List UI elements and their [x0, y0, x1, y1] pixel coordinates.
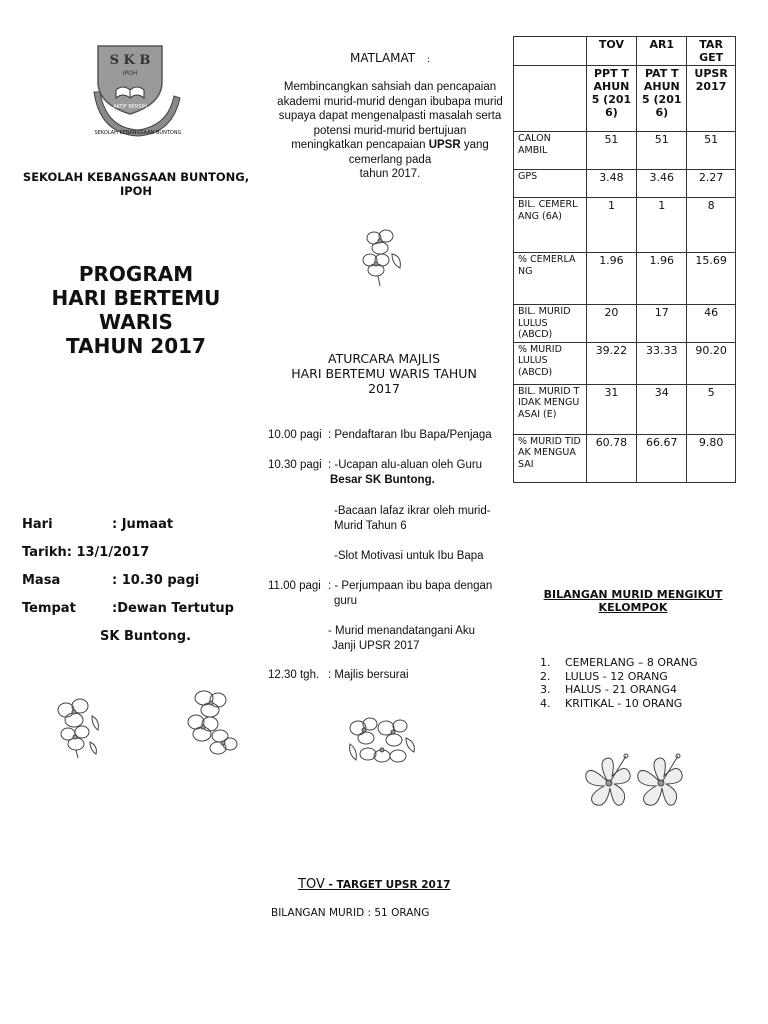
kelompok-title-line: KELOMPOK	[598, 601, 668, 614]
bilangan-murid: BILANGAN MURID : 51 ORANG	[271, 907, 430, 919]
agenda-time: 12.30 tgh.	[268, 669, 320, 681]
kelompok-list	[540, 656, 698, 710]
school-logo	[90, 42, 182, 140]
agenda-item	[268, 668, 409, 683]
matlamat-line: supaya dapat mengenalpasti masalah serta	[278, 110, 502, 122]
logo-motto: AKTIF BERSIH	[113, 104, 147, 110]
matlamat-line: Membincangkan sahsiah dan pencapaian	[283, 81, 497, 93]
aturcara-line: ATURCARA MAJLIS	[327, 351, 441, 366]
table-row-label: % CEMERLANG	[514, 253, 587, 305]
list-item-number: 1.	[540, 656, 551, 669]
list-item-number: 4.	[540, 696, 551, 710]
matlamat-line-part: meningkatkan pencapaian	[291, 139, 429, 151]
table-cell-target: 5	[687, 384, 736, 434]
matlamat-title: MATLAMAT	[350, 51, 416, 65]
table-cell-target: 46	[687, 305, 736, 343]
matlamat-colon: :	[426, 55, 430, 65]
hari-value: : Jumaat	[112, 517, 174, 532]
matlamat-line	[274, 138, 506, 153]
aturcara-line: 2017	[368, 381, 400, 396]
table-row-label: BIL. MURID LULUS (ABCD)	[514, 305, 587, 343]
table-row-label: % MURID TIDAK MENGUASAI	[514, 434, 587, 482]
table-cell-ar1: 1	[637, 198, 687, 253]
flower-icon	[184, 688, 240, 762]
agenda-text: : - Perjumpaan ibu bapa dengan	[328, 580, 493, 592]
agenda-text: : -Ucapan alu-aluan oleh Guru	[328, 459, 483, 471]
table-row-label: % MURID LULUS (ABCD)	[514, 342, 587, 384]
flower-icon	[346, 714, 418, 772]
agenda-text-cont: Murid Tahun 6	[334, 519, 407, 532]
table-cell-target: 51	[687, 132, 736, 170]
table-cell-target: 90.20	[687, 342, 736, 384]
table-subheader-cell	[514, 66, 587, 132]
program-title	[20, 262, 252, 358]
hibiscus-icon	[582, 752, 688, 818]
program-title-line-4: TAHUN 2017	[66, 334, 206, 358]
agenda-item	[334, 504, 491, 533]
table-row-label: BIL. MURID TIDAK MENGUASAI (E)	[514, 384, 587, 434]
matlamat-heading	[280, 51, 500, 65]
agenda-text: -Bacaan lafaz ikrar oleh murid-	[334, 505, 491, 517]
agenda-item	[268, 458, 482, 487]
program-title-line-1: PROGRAM	[78, 262, 194, 286]
aturcara-heading	[272, 351, 496, 396]
flower-icon	[360, 228, 406, 290]
table-row	[514, 132, 736, 170]
table-cell-ar1: 66.67	[637, 434, 687, 482]
tov-target-label: - TARGET UPSR 2017	[324, 879, 451, 891]
table-cell-tov: 1	[586, 198, 637, 253]
table-row-label: BIL. CEMERLANG (6A)	[514, 198, 587, 253]
info-tempat	[22, 601, 234, 616]
aturcara-line: HARI BERTEMU WARIS TAHUN	[291, 366, 477, 381]
matlamat-line: cemerlang pada	[348, 153, 432, 166]
list-item-number: 3.	[540, 683, 551, 696]
table-cell-tov: 51	[586, 132, 637, 170]
table-row-label: CALON AMBIL	[514, 132, 587, 170]
table-cell-ar1: 51	[637, 132, 687, 170]
flower-icon	[52, 696, 104, 762]
table-cell-tov: 20	[586, 305, 637, 343]
list-item-number: 2.	[540, 669, 551, 683]
table-cell-target: 15.69	[687, 253, 736, 305]
tempat-value: :Dewan Tertutup	[112, 601, 234, 616]
table-cell-target: 2.27	[687, 170, 736, 198]
table-subheader-row	[514, 66, 736, 132]
agenda-time: 10.00 pagi	[268, 429, 322, 441]
table-cell-tov: 1.96	[586, 253, 637, 305]
table-subheader-cell: PAT TAHUN 5 (2016)	[637, 66, 687, 132]
list-item-text: LULUS - 12 ORANG	[565, 669, 668, 683]
hari-label: Hari	[22, 517, 53, 532]
table-row	[514, 253, 736, 305]
table-row	[514, 384, 736, 434]
matlamat-paragraph	[274, 80, 506, 182]
list-item-text: HALUS - 21 ORANG4	[565, 683, 677, 696]
results-table	[513, 36, 736, 483]
table-header-cell: TOV	[586, 37, 637, 66]
tov-heading	[298, 877, 450, 892]
table-header-cell	[514, 37, 587, 66]
kelompok-heading	[533, 588, 733, 614]
info-masa	[22, 573, 199, 588]
masa-value: : 10.30 pagi	[112, 573, 200, 588]
list-item	[540, 697, 698, 711]
table-row	[514, 342, 736, 384]
program-title-line-2: HARI BERTEMU	[51, 286, 221, 310]
agenda-text-cont: Janji UPSR 2017	[332, 639, 420, 652]
table-cell-ar1: 34	[637, 384, 687, 434]
table-header-cell: AR1	[637, 37, 687, 66]
list-item	[540, 656, 698, 670]
agenda-item	[328, 624, 475, 653]
table-cell-tov: 3.48	[586, 170, 637, 198]
agenda-item	[334, 549, 484, 564]
table-cell-tov: 31	[586, 384, 637, 434]
info-tarikh	[22, 545, 149, 560]
table-row	[514, 434, 736, 482]
matlamat-line: akademi murid-murid dengan ibubapa murid	[277, 95, 503, 108]
school-name: SEKOLAH KEBANGSAAN BUNTONG, IPOH	[22, 170, 250, 198]
table-cell-ar1: 3.46	[637, 170, 687, 198]
agenda-time: 11.00 pagi	[268, 580, 321, 592]
matlamat-upsr: UPSR	[428, 139, 461, 151]
matlamat-line: tahun 2017.	[359, 168, 421, 180]
table-row	[514, 198, 736, 253]
table-cell-target: 8	[687, 198, 736, 253]
list-item	[540, 670, 698, 684]
logo-letters: S K B	[109, 53, 151, 68]
table-header-cell: TAR GET	[687, 37, 736, 66]
masa-label: Masa	[22, 573, 61, 588]
agenda-text: : Majlis bersurai	[328, 669, 409, 681]
table-row-label: GPS	[514, 170, 587, 198]
matlamat-line: potensi murid-murid bertujuan	[313, 124, 467, 137]
logo-ring-text: SEKOLAH KEBANGSAAN BUNTONG	[94, 130, 182, 136]
table-header-row	[514, 37, 736, 66]
tarikh-label: Tarikh	[22, 545, 67, 560]
table-subheader-cell: PPT TAHUN 5 (2016)	[586, 66, 637, 132]
table-cell-tov: 39.22	[586, 342, 637, 384]
kelompok-title-line: BILANGAN MURID MENGIKUT	[543, 588, 723, 601]
table-cell-ar1: 1.96	[637, 253, 687, 305]
table-cell-ar1: 33.33	[637, 342, 687, 384]
tempat-value-2: SK Buntong.	[100, 629, 192, 644]
agenda-text: -Slot Motivasi untuk Ibu Bapa	[334, 550, 484, 562]
table-subheader-cell: UPSR 2017	[687, 66, 736, 132]
agenda-time: 10.30 pagi	[268, 459, 322, 471]
agenda-text-cont: Besar SK Buntong.	[330, 473, 435, 486]
table-cell-ar1: 17	[637, 305, 687, 343]
agenda-text-cont: guru	[334, 594, 358, 607]
list-item-text: KRITIKAL - 10 ORANG	[565, 696, 683, 710]
agenda-item	[268, 428, 492, 443]
tarikh-value: : 13/1/2017	[66, 545, 150, 560]
agenda-text: - Murid menandatangani Aku	[328, 625, 476, 637]
table-cell-target: 9.80	[687, 434, 736, 482]
program-title-line-3: WARIS	[99, 310, 173, 334]
table-cell-tov: 60.78	[586, 434, 637, 482]
table-row	[514, 305, 736, 343]
agenda-item	[268, 579, 492, 608]
tempat-label: Tempat	[22, 601, 76, 616]
logo-sub: IPOH	[122, 70, 138, 77]
tov-label: TOV	[298, 877, 325, 892]
info-hari	[22, 517, 173, 532]
agenda-text: : Pendaftaran Ibu Bapa/Penjaga	[328, 429, 492, 441]
matlamat-line-part: yang	[460, 139, 489, 151]
list-item-text: CEMERLANG – 8 ORANG	[565, 656, 698, 669]
list-item	[540, 683, 698, 697]
table-row	[514, 170, 736, 198]
